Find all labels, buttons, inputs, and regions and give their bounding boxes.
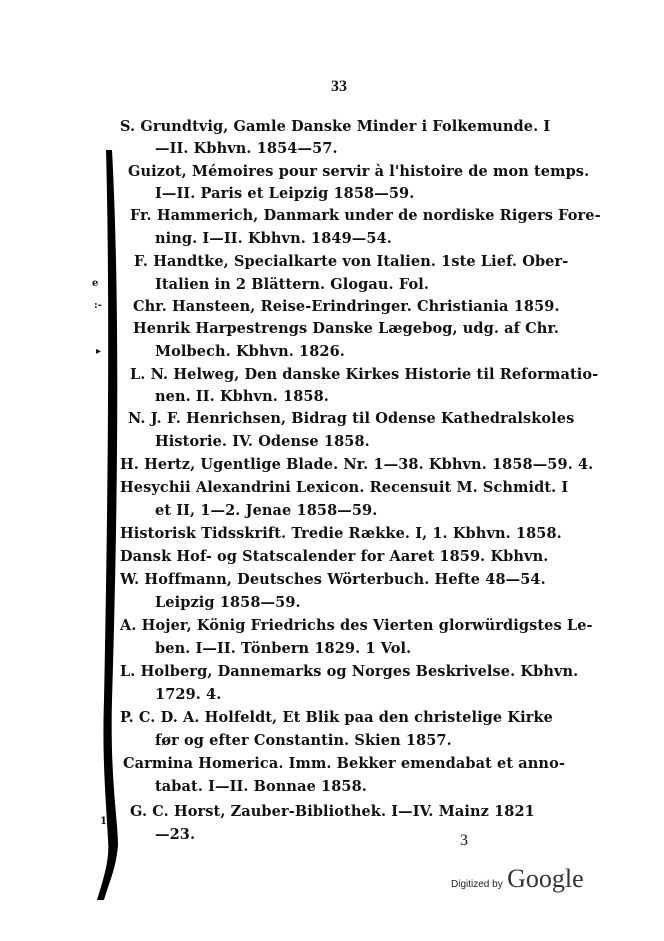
entry-line: Hesychii Alexandrini Lexicon. Recensuit M. Schmidt. I	[120, 479, 569, 496]
entry-line: Guizot, Mémoires pour servir à l'histoire de mon temps.	[128, 163, 590, 180]
signature-mark: 3	[460, 832, 468, 849]
entry-line: H. Hertz, Ugentlige Blade. Nr. 1—38. Kbhvn. 1858—59. 4.	[120, 456, 594, 473]
entry-line: L. Holberg, Dannemarks og Norges Beskrivelse. Kbhvn.	[120, 663, 579, 680]
entry-line: før og efter Constantin. Skien 1857.	[155, 732, 452, 749]
entry-line: Carmina Homerica. Imm. Bekker emendabat et anno-	[123, 755, 565, 772]
entry-line: I—II. Paris et Leipzig 1858—59.	[155, 185, 415, 202]
entry-line: —II. Kbhvn. 1854—57.	[155, 140, 338, 157]
entry-line: F. Handtke, Specialkarte von Italien. 1ste Lief. Ober-	[134, 253, 569, 270]
entry-line: G. C. Horst, Zauber-Bibliothek. I—IV. Mainz 1821	[130, 803, 535, 820]
entry-line: S. Grundtvig, Gamle Danske Minder i Folkemunde. I	[120, 118, 551, 135]
entry-line: ning. I—II. Kbhvn. 1849—54.	[155, 230, 392, 247]
entry-line: nen. II. Kbhvn. 1858.	[155, 388, 329, 405]
entry-line: Dansk Hof- og Statscalender for Aaret 1859. Kbhvn.	[120, 548, 549, 565]
entry-line: Leipzig 1858—59.	[155, 594, 301, 611]
entry-line: Molbech. Kbhvn. 1826.	[155, 343, 345, 360]
google-logo: Google	[507, 864, 584, 893]
entry-line: tabat. I—II. Bonnae 1858.	[155, 778, 367, 795]
entry-line: N. J. F. Henrichsen, Bidrag til Odense Kathedralskoles	[128, 410, 575, 427]
entry-line: Chr. Hansteen, Reise-Erindringer. Christiania 1859.	[133, 298, 560, 315]
margin-mark: 1	[100, 816, 107, 827]
entry-line: 1729. 4.	[155, 686, 222, 703]
entry-line: —23.	[155, 826, 196, 843]
margin-mark: :-	[94, 300, 102, 311]
digitized-by-watermark	[451, 864, 584, 894]
margin-mark: e	[92, 278, 99, 289]
page-number: 33	[331, 78, 347, 95]
entry-line: P. C. D. A. Holfeldt, Et Blik paa den christelige Kirke	[120, 709, 553, 726]
entry-line: Historie. IV. Odense 1858.	[155, 433, 370, 450]
margin-mark: ▸	[96, 346, 102, 357]
entry-line: W. Hoffmann, Deutsches Wörterbuch. Hefte 48—54.	[120, 571, 546, 588]
entry-line: Historisk Tidsskrift. Tredie Række. I, 1. Kbhvn. 1858.	[120, 525, 562, 542]
entry-line: Henrik Harpestrengs Danske Lægebog, udg. af Chr.	[133, 320, 560, 337]
entry-line: A. Hojer, König Friedrichs des Vierten glorwürdigstes Le-	[120, 617, 593, 634]
entry-line: Italien in 2 Blättern. Glogau. Fol.	[155, 276, 429, 293]
entry-line: ben. I—II. Tönbern 1829. 1 Vol.	[155, 640, 412, 657]
watermark-prefix: Digitized by	[451, 879, 503, 890]
entry-line: et II, 1—2. Jenae 1858—59.	[155, 502, 378, 519]
entry-line: Fr. Hammerich, Danmark under de nordiske Rigers Fore-	[130, 207, 601, 224]
entry-line: L. N. Helweg, Den danske Kirkes Historie til Reformatio-	[130, 366, 599, 383]
